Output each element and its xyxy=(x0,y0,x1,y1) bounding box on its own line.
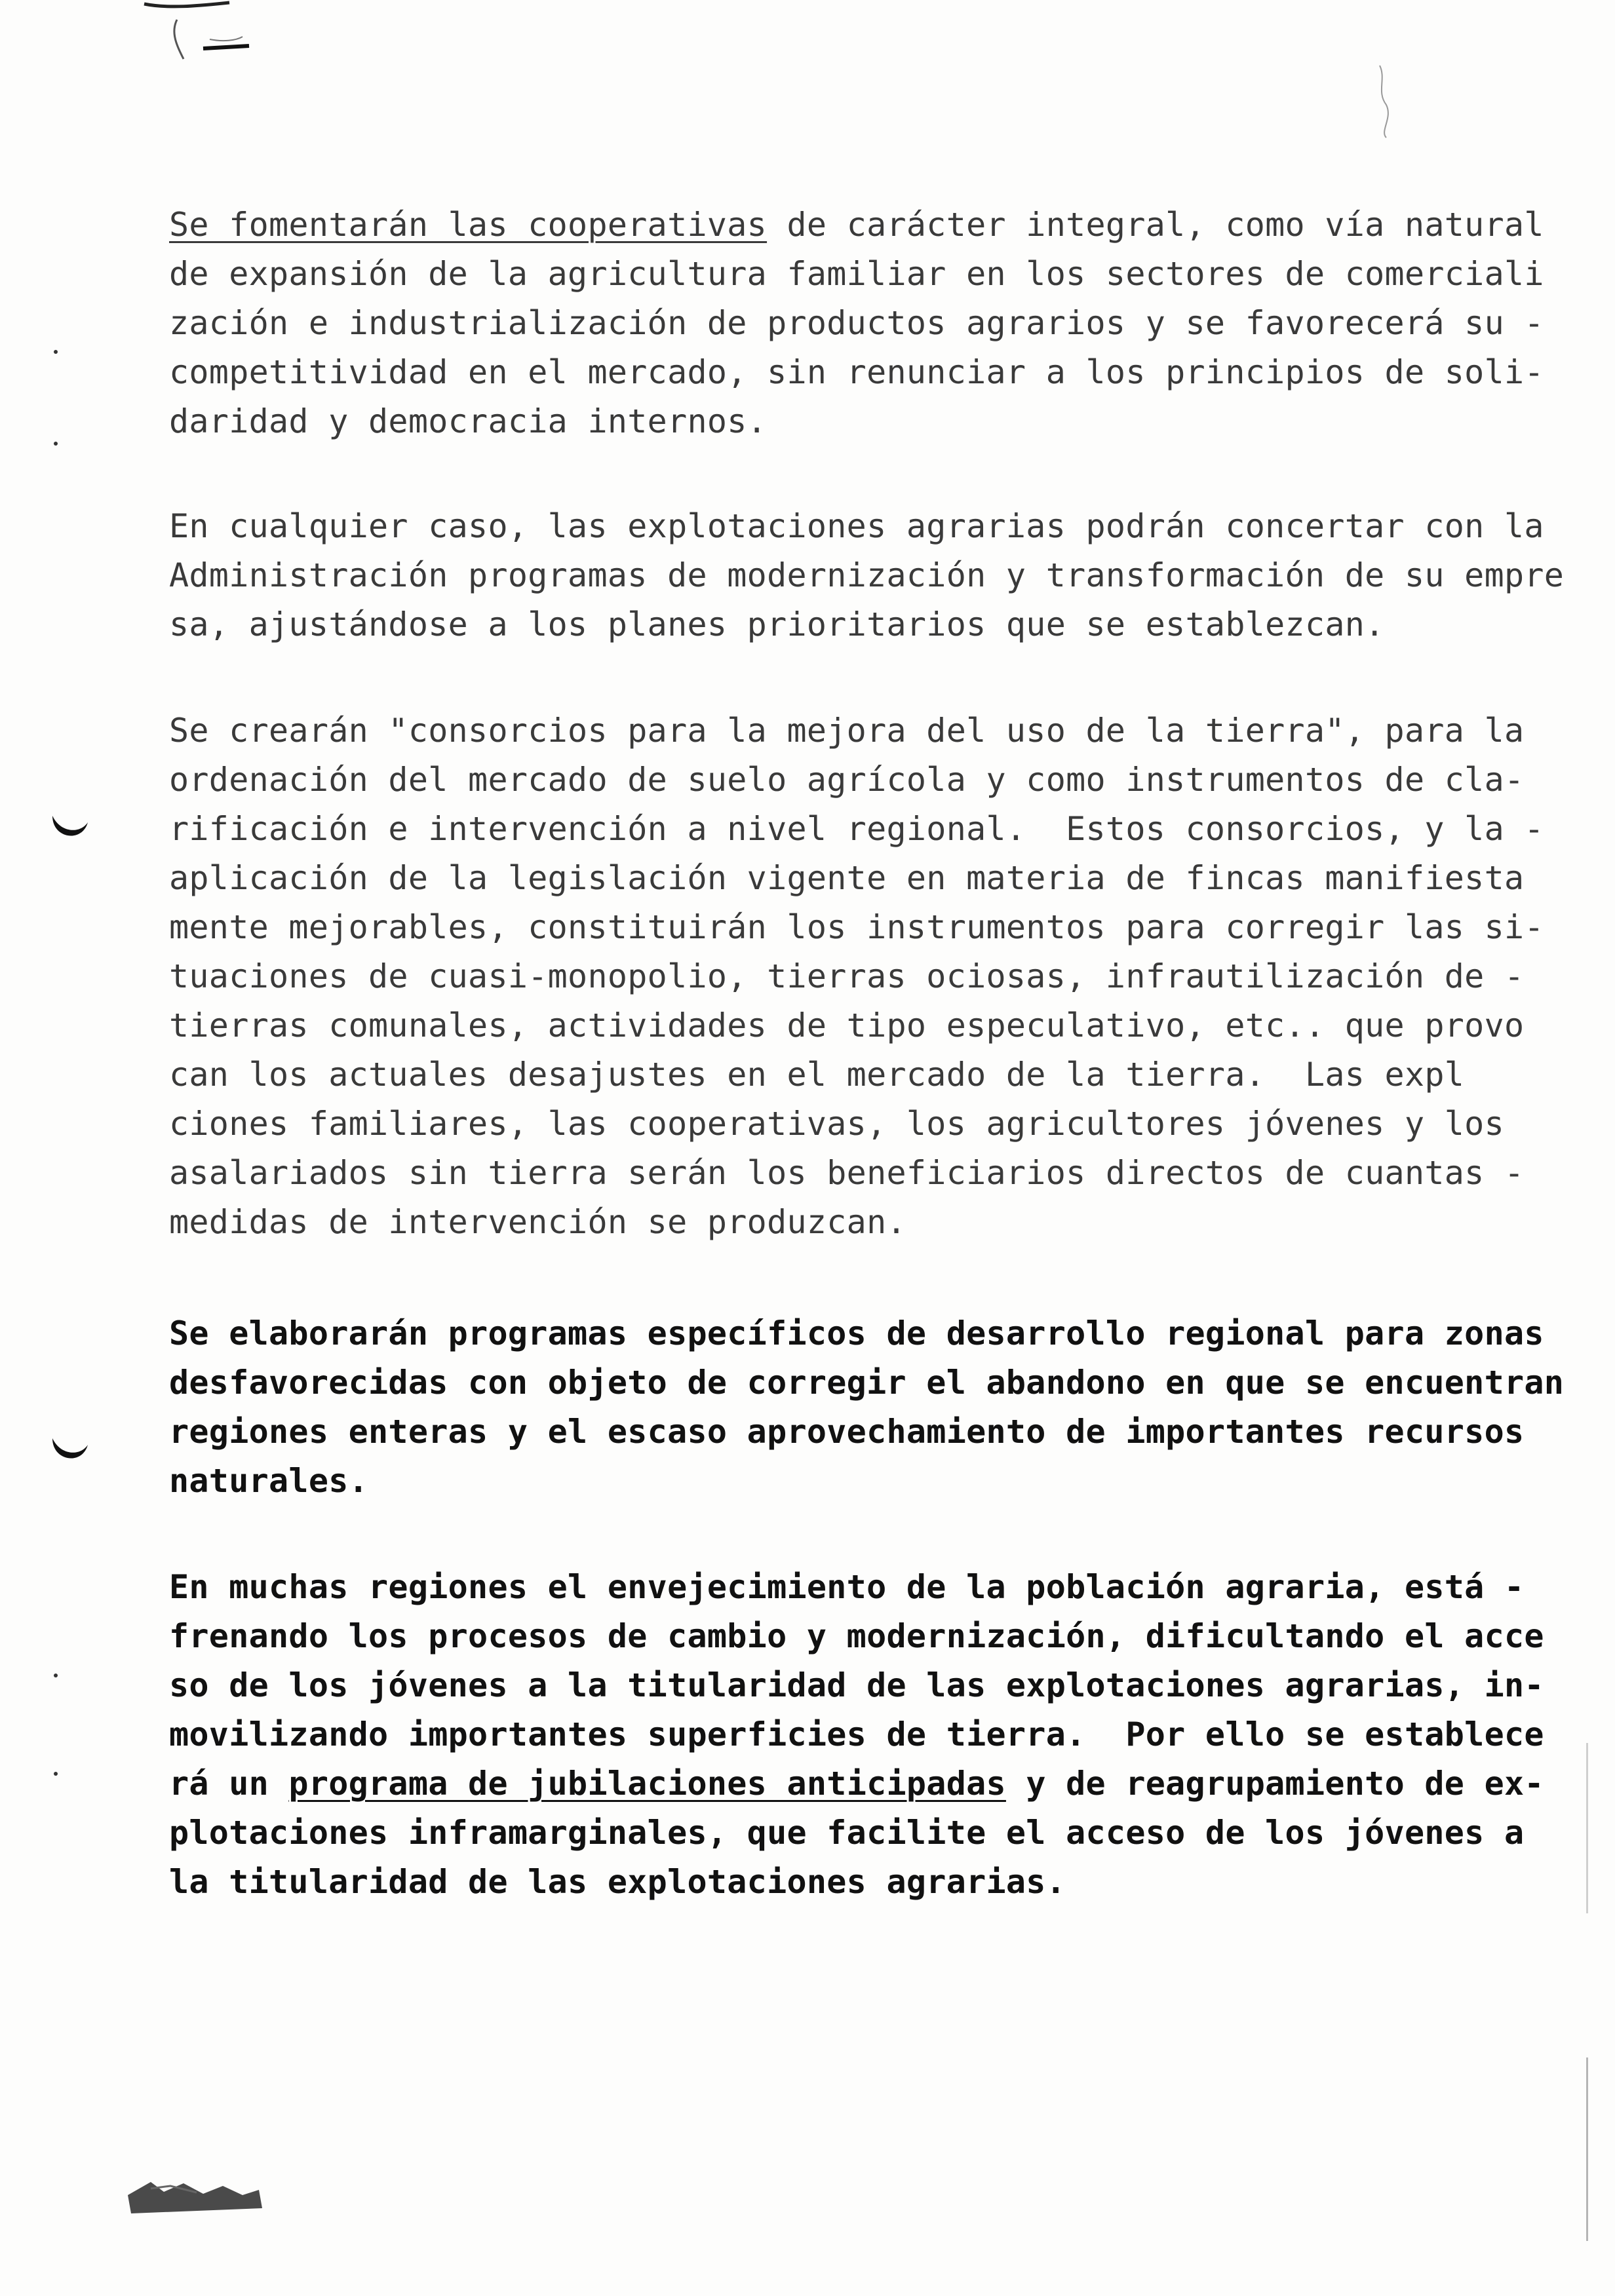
text-line xyxy=(169,201,1559,250)
text-line: so de los jóvenes a la titularidad de las explotaciones agrarias, in- xyxy=(169,1666,1544,1704)
paragraph-regional-development xyxy=(169,1309,1565,1506)
binder-hole-lower xyxy=(46,1425,92,1471)
binder-hole-upper xyxy=(46,803,92,849)
paragraph-land-consortia xyxy=(169,706,1559,1247)
text-line: ciones familiares, las cooperativas, los agricultores jóvenes y los xyxy=(169,1105,1504,1143)
text-line: de expansión de la agricultura familiar en los sectores de comerciali xyxy=(169,255,1544,293)
text-line: En cualquier caso, las explotaciones agrarias podrán concertar con la xyxy=(169,507,1544,545)
underlined-phrase: programa de jubilaciones anticipadas xyxy=(288,1765,1006,1803)
text-line: Se crearán "consorcios para la mejora del uso de la tierra", para la xyxy=(169,712,1525,750)
text-line: mente mejorables, constituirán los instrumentos para corregir las si- xyxy=(169,908,1544,946)
text-line xyxy=(169,1759,1559,1808)
text-line: can los actuales desajustes en el mercado de la tierra. Las expl xyxy=(169,1056,1465,1094)
text-line: aplicación de la legislación vigente en materia de fincas manifiesta xyxy=(169,859,1525,897)
text-line: Administración programas de modernización y transformación de su empre xyxy=(169,556,1565,594)
text-line: sa, ajustándose a los planes prioritarios que se establezcan. xyxy=(169,605,1385,643)
text-line: zación e industrialización de productos agrarios y se favorecerá su - xyxy=(169,304,1544,342)
text-line: regiones enteras y el escaso aprovechamiento de importantes recursos xyxy=(169,1413,1525,1451)
text-line: desfavorecidas con objeto de corregir el abandono en que se encuentran xyxy=(169,1364,1565,1402)
text-line: rificación e intervención a nivel regional. Estos consorcios, y la - xyxy=(169,810,1544,848)
scan-edge-line xyxy=(1586,1743,1588,1913)
margin-dot xyxy=(54,1674,58,1677)
paragraph-early-retirement xyxy=(169,1563,1559,1907)
scan-smudge-top-left xyxy=(131,0,302,72)
text-line: asalariados sin tierra serán los beneficiarios directos de cuantas - xyxy=(169,1154,1525,1192)
text-line: movilizando importantes superficies de tierra. Por ello se establece xyxy=(169,1715,1544,1753)
margin-dot xyxy=(54,1772,58,1776)
paragraph-cooperatives xyxy=(169,201,1559,446)
text-line: frenando los procesos de cambio y modernización, dificultando el acce xyxy=(169,1617,1544,1655)
text-line: ordenación del mercado de suelo agrícola y como instrumentos de cla- xyxy=(169,761,1525,799)
text-line: En muchas regiones el envejecimiento de la población agraria, está - xyxy=(169,1568,1525,1606)
underlined-phrase: Se fomentarán las cooperativas xyxy=(169,206,768,244)
scan-smudge-bottom-left xyxy=(125,2162,288,2221)
margin-dot xyxy=(54,442,58,446)
scan-smudge-top-right xyxy=(1367,59,1406,144)
margin-dot xyxy=(54,350,58,354)
paragraph-modernization-programs xyxy=(169,502,1565,649)
scan-edge-line xyxy=(1586,2057,1588,2241)
line-remainder: de carácter integral, como vía natural xyxy=(767,206,1544,244)
text-line: daridad y democracia internos. xyxy=(169,402,768,440)
text-line: medidas de intervención se produzcan. xyxy=(169,1203,906,1241)
text-line: naturales. xyxy=(169,1462,369,1500)
text-line: Se elaborarán programas específicos de desarrollo regional para zonas xyxy=(169,1314,1544,1352)
text-line: competitividad en el mercado, sin renunciar a los principios de soli- xyxy=(169,353,1544,391)
text-line: tierras comunales, actividades de tipo especulativo, etc.. que provo xyxy=(169,1006,1525,1044)
line-prefix: rá un xyxy=(169,1765,289,1803)
line-remainder: y de reagrupamiento de ex- xyxy=(1005,1765,1544,1803)
text-line: tuaciones de cuasi-monopolio, tierras ociosas, infrautilización de - xyxy=(169,957,1525,995)
text-line: plotaciones inframarginales, que facilite el acceso de los jóvenes a xyxy=(169,1814,1525,1852)
text-line: la titularidad de las explotaciones agrarias. xyxy=(169,1863,1066,1901)
